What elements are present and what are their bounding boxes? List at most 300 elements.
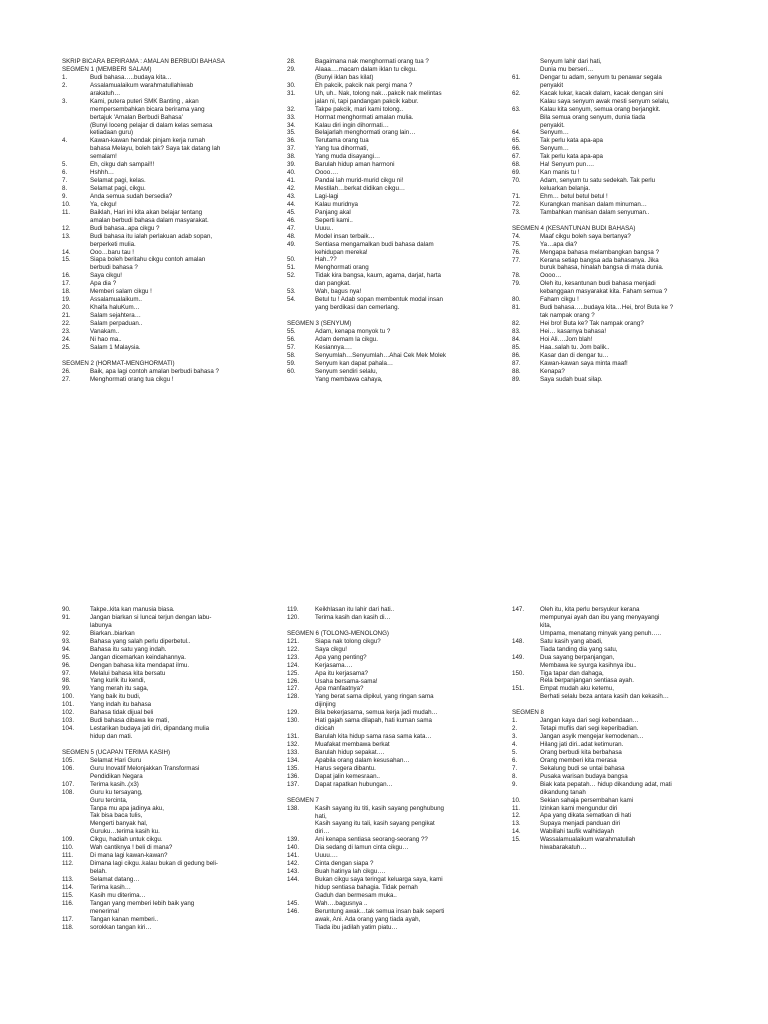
line-text: Wah, bagus nya! [315,288,362,296]
line-text: Bahasa yang salah perlu diperbetul.. [90,637,191,645]
line-text: Orang berbudi kita berbahasa [540,748,622,756]
script-line [62,185,274,193]
line-number: 142. [287,860,300,868]
line-text: Oleh itu, kesantunan budi bahasa menjadi [540,280,656,288]
line-number: 9. [62,192,68,200]
line-number: 37. [287,145,296,153]
line-text: Tangan yang memberi lebih baik yang [90,899,195,907]
line-text: Keikhlasan itu lahir dari hati.. [315,606,395,613]
script-line [287,908,499,916]
line-number: 7. [512,764,518,772]
line-text: Tak perlu kata apa-apa [540,153,603,161]
line-text: Assalamualaikum.. [90,296,142,304]
line-text: Membawa ke syurga kasihnya ibu.. [540,661,637,669]
script-line [512,161,724,169]
line-text: kita, [540,621,552,629]
line-number: 68. [512,161,521,169]
script-line [287,701,499,709]
script-line [62,924,274,932]
line-number: 33. [287,113,296,121]
script-line [287,662,499,670]
line-text: Tak bisa baca tulis, [90,812,143,820]
line-number: 141. [287,852,300,860]
line-number: 122. [287,645,300,653]
line-text: Guru Inovatif Melonjakkan Transformasi [90,764,200,772]
line-number: 67. [512,153,521,161]
script-line [287,161,499,169]
line-number: 130. [287,717,300,725]
script-line [512,820,724,828]
line-text: Kalau diri ingin dihormati… [315,121,389,129]
line-number: 7. [62,177,68,185]
line-number: 136. [287,772,300,780]
line-number: 65. [512,137,521,145]
line-text: tak nampak orang ? [540,312,595,320]
line-number: 3. [512,733,518,741]
script-line [512,344,724,352]
script-line [512,145,724,153]
script-line [62,693,274,701]
line-text: Jangan asyik mengejar kemodenan… [540,733,644,741]
line-number: 17. [62,280,71,288]
line-text: Selamat pagi, kelas. [90,177,146,185]
line-number: 111. [62,852,74,860]
line-text: Terima kasih dan kasih di… [315,613,391,621]
line-number: 83. [512,327,521,335]
line-text: Jangan biarkan si luncai terjun dengan labu- [90,613,212,621]
line-text: Bahasa tidak dijual beli [90,709,154,717]
line-number: 135. [287,764,300,772]
line-text: Apa yang dikata sematkan di hati [540,812,632,820]
line-number: 124. [287,661,300,669]
line-text: Apabila orang dalam kesusahan… [315,756,410,764]
line-number: 27. [62,375,71,383]
line-number: 116. [62,899,74,907]
line-number: 79. [512,280,521,288]
script-line [287,129,499,137]
script-line [512,828,724,836]
line-text: Jangan kaya dari segi kebendaan… [540,717,639,725]
script-line [287,288,499,296]
line-number: 118. [62,923,74,931]
script-line [287,90,499,98]
line-text: awak, Ani. Ada orang yang tiada ayah, [315,915,421,923]
line-text: Wassalamualaikum warahmatullah [540,836,636,844]
line-text: Bahasa itu satu yang indah. [90,645,167,653]
script-line [287,709,499,717]
script-line [287,876,499,884]
line-number: 55. [287,327,296,335]
line-number: 47. [287,224,296,232]
line-text: Budi bahasa…..budaya kita…Hei, bro! Buta ke ? [540,304,674,312]
line-text: Saya cikgu! [90,272,122,280]
script-line [512,797,724,805]
line-text: Satu kasih yang abadi, [540,637,603,645]
script-line [62,614,274,622]
line-text: Kacak lukar, kacak dalam, kacak dengan sini [540,89,664,97]
section-spacer [287,312,499,320]
script-line [287,900,499,908]
script-line [287,145,499,153]
script-line [287,693,499,701]
line-text: hati, [315,812,327,820]
script-line [512,789,724,797]
line-number: 140. [287,844,300,852]
line-number: 86. [512,351,521,359]
script-line [287,106,499,114]
line-text: dijinjing [315,701,336,709]
script-line [287,638,499,646]
line-text: Ani kenapa sentiasa seorang-seorang ?? [315,836,428,844]
line-text: Uuuu…. [315,852,338,860]
line-number: 18. [62,288,71,296]
line-text: Adam, senyum tu satu sedekah. Tak perlu [540,177,656,185]
line-text: Bagaimana nak menghormati orang tua ? [315,58,429,65]
line-text: Eh, cikgu dah sampai!!! [90,161,155,169]
script-line [512,122,724,130]
script-line [62,376,274,384]
line-number: 48. [287,232,296,240]
line-text: berperketi mulia. [90,240,136,248]
line-number: 1. [62,73,68,81]
line-text: ketiadaan guru) [90,129,133,137]
line-text: Takpe pakcik, mari kami tolong.. [315,105,404,113]
script-line [512,765,724,773]
line-number: 12. [512,812,521,820]
line-number: 143. [287,868,300,876]
section-spacer [287,622,499,630]
line-number: 81. [512,304,521,312]
line-number: 11. [62,208,71,216]
line-text: diri… [315,828,330,836]
script-line [512,741,724,749]
script-line [62,844,274,852]
script-line [287,153,499,161]
line-text: Salam perpaduan.. [90,319,143,327]
script-line [512,376,724,384]
line-number: 125. [287,669,300,677]
line-number: 16. [62,272,71,280]
line-text: Apa dia ? [90,280,117,288]
line-text: hiwabarakatuh… [540,844,587,852]
script-line [512,201,724,209]
line-number: 91. [62,613,71,621]
script-line [287,773,499,781]
script-line [287,828,499,836]
line-text: Yang tua dihormati, [315,145,369,153]
line-text: Kurangkan manisan dalam minuman… [540,200,647,208]
line-number: 11. [512,804,521,812]
page2-column-1 [62,606,274,932]
line-number: 132. [287,741,300,748]
line-text: Cikgu, hadiah untuk cikgu. [90,836,163,844]
line-text: Budi bahasa..apa cikgu ? [90,224,160,232]
line-text: Seperti kami.. [315,216,353,224]
line-text: Yang indah itu bahasa [90,701,152,709]
line-number: 38. [287,153,296,161]
line-text: Maaf cikgu boleh saya bertanya? [540,232,631,240]
script-line [512,114,724,122]
script-line [287,296,499,304]
line-number: 106. [62,764,75,772]
line-text: Saya sudah buat silap. [540,375,603,383]
line-text: Tiada ibu jadilah yatim piatu… [315,923,398,931]
script-line [287,376,499,384]
script-line [62,884,274,892]
section-spacer [512,217,724,225]
line-text: Kenapa? [540,367,565,375]
script-line [287,82,499,90]
script-line [287,781,499,789]
line-text: Hormat menghormati amalan mulia. [315,113,414,121]
line-text: Hei bro! Buta ke? Tak nampak orang? [540,320,644,327]
script-line [62,320,274,328]
script-line [287,868,499,876]
line-text: berbudi bahasa ? [90,264,138,272]
script-line [62,717,274,725]
section-heading: SEGMEN 4 (KESANTUNAN BUDI BAHASA) [512,224,636,232]
script-line [287,169,499,177]
line-text: Kalau saya senyum awak mesti senyum selalu, [540,97,670,105]
script-line [512,773,724,781]
line-text: Memberi salam cikgu ! [90,288,152,296]
line-number: 15. [512,836,521,844]
script-line [62,169,274,177]
line-number: 128. [287,693,300,701]
line-text: Tidak kira bangsa, kaum, agama, darjat, harta [315,272,441,280]
line-text: Umpama, menatang minyak yang penuh….. [540,629,662,637]
page1-column-3 [512,58,724,384]
line-number: 62. [512,89,521,97]
line-text: Kasih sayang itu tali, kasih sayang pengikat [315,820,435,828]
script-line [512,368,724,376]
script-line [287,670,499,678]
line-text: Dapat rapatkan hubungan… [315,780,393,788]
line-number: 100. [62,693,75,701]
line-text: hidup dan mati. [90,733,133,740]
script-line [512,320,724,328]
line-text: Pendidikan Negara [90,772,143,780]
line-text: Takpe..kita kan manusia biasa. [90,606,175,613]
line-text: Sekian sahaja persembahan kami [540,796,634,804]
line-text: Muafakat membawa berkat [315,741,390,748]
script-line [62,868,274,876]
line-number: 95. [62,653,71,661]
line-number: 10. [62,200,71,208]
line-number: 60. [287,367,296,375]
script-line [287,304,499,312]
script-line [512,272,724,280]
line-text: Hah..?? [315,256,337,264]
document-page-2 [0,512,768,1024]
line-number: 113. [62,875,74,883]
script-line [62,908,274,916]
script-line [287,725,499,733]
line-text: Uuuu.. [315,224,334,232]
line-text: Selamat Hari Guru [90,756,142,764]
script-line [512,836,724,844]
line-text: Selamat pagi, cikgu. [90,185,146,192]
line-text: Tiga tapar dan dahaga, [540,669,604,677]
script-line [287,685,499,693]
script-line [287,765,499,773]
script-line [512,360,724,368]
line-number: 30. [287,81,296,89]
line-text: labunya [90,621,112,629]
script-line [62,630,274,638]
script-line [62,161,274,169]
line-text: Barulah hidup aman harmoni [315,161,395,169]
line-number: 1. [512,717,518,725]
line-text: Budi bahasa…..budaya kita… [90,73,172,81]
line-text: Terutama orang tua [315,137,369,145]
line-text: Baiklah, Hari ini kita akan belajar tentang [90,208,203,216]
line-number: 61. [512,73,521,81]
section-heading: SEGMEN 6 (TOLONG-MENOLONG) [287,629,389,637]
line-text: yang berdikasi dan cemerlang. [315,304,400,312]
line-text: kebanggaan masyarakat kita. Faham semua ? [540,288,668,296]
line-number: 150. [512,669,525,677]
line-text: Yang berat sama dipikul, yang ringan sama [315,693,434,701]
script-line [62,662,274,670]
line-text: dan pangkat. [315,280,351,288]
page2-column-3 [512,606,724,852]
line-text: Ya…apa dia? [540,240,578,248]
line-text: Jangan dicemarkan keindahannya. [90,653,186,661]
line-text: Kasih mu diterima… [90,891,146,899]
script-line [287,193,499,201]
line-text: semalam! [90,153,117,161]
line-text: Baik, apa lagi contoh amalan berbudi bahasa ? [90,367,219,375]
script-line [287,733,499,741]
script-line [62,725,274,733]
section-spacer [62,741,274,749]
script-line [62,820,274,828]
line-text: penyakit. [540,121,565,129]
line-number: 13. [512,820,521,828]
line-text: Kan manis tu ! [540,169,580,177]
script-line [287,368,499,376]
script-line [62,876,274,884]
line-text: Barulah kita hidup sama rasa sama kata… [315,733,432,741]
script-line [287,654,499,662]
script-line [62,145,274,153]
line-number: 126. [287,677,300,685]
line-text: Budi bahasa dibawa ke mati, [90,717,170,725]
line-number: 63. [512,105,521,113]
line-text: mempersembahkan bicara berirama yang [90,105,205,113]
line-text: Ooo…baru tau ! [90,248,135,256]
line-text: Berhati selalu beza antara kasih dan kekasih… [540,693,669,701]
script-line [512,280,724,288]
line-text: Orang memberi kita merasa [540,756,617,764]
line-text: Hei… kasarnya bahasa! [540,327,607,335]
script-line [287,678,499,686]
line-text: Budi bahasa itu ialah perlakuan adab sopan, [90,232,213,240]
script-line [62,106,274,114]
line-text: Kasar dan di dengar tu… [540,351,609,359]
script-line [62,646,274,654]
line-text: Bukan cikgu saya teringat keluarga saya, kami [315,876,443,883]
line-text: Selamat datang… [90,875,140,883]
section-heading: SEGMEN 2 (HORMAT-MENGHORMATI) [62,359,175,367]
line-text: Menghormati orang [315,264,369,272]
line-number: 107. [62,780,75,788]
line-text: Kalau kita senyum, semua orang berjangkit. [540,105,661,113]
line-number: 84. [512,335,521,343]
script-line [512,336,724,344]
line-number: 105. [62,756,75,764]
line-text: bahasa Melayu, boleh tak? Saya tak datang lah [90,145,221,153]
line-text: Oleh itu, kita perlu bersyukur kerana [540,606,640,613]
line-text: Tak perlu kata apa-apa [540,137,603,145]
script-line [62,336,274,344]
line-number: 145. [287,899,300,907]
line-text: Barulah hidup sepakat…. [315,748,385,756]
line-text: Tiada tanding dia yang satu, [540,645,618,653]
line-text: Senyum… [540,129,569,137]
script-line [62,98,274,106]
line-number: 73. [512,208,521,216]
line-number: 49. [287,240,296,248]
script-line [287,272,499,280]
script-line [512,717,724,725]
script-line [512,749,724,757]
line-number: 88. [512,367,521,375]
line-text: buruk bahasa, hinalah bangsa di mata dunia. [540,264,664,272]
line-text: Dapat jalin kemesraan.. [315,772,381,780]
line-text: bertajuk 'Amalan Berbudi Bahasa' [90,113,183,121]
line-text: Gaduh dan bermesam muka.. [315,891,397,899]
script-line [512,249,724,257]
line-number: 70. [512,177,521,185]
script-line [62,217,274,225]
script-line [287,805,499,813]
script-line [62,805,274,813]
script-line [512,177,724,185]
line-number: 41. [287,177,296,185]
line-text: Yang membawa cahaya, [315,375,383,383]
line-text: Senyum kan dapat pahala… [315,359,394,367]
script-line [512,185,724,193]
script-line [512,725,724,733]
line-text: Adam demam la cikgu. [315,335,378,343]
line-text: Anda semua sudah bersedia? [90,192,173,200]
script-line [62,264,274,272]
line-text: Saya cikgu! [315,645,347,653]
script-line [62,765,274,773]
line-number: 120. [287,613,300,621]
line-number: 44. [287,200,296,208]
line-number: 94. [62,645,71,653]
script-line [512,606,724,614]
line-text: Biarkan..biarkan [90,629,135,637]
line-number: 119. [287,606,299,613]
line-number: 3. [62,97,68,105]
line-text: Kesiannya…. [315,343,352,351]
section-spacer [512,701,724,709]
line-number: 6. [62,169,68,177]
line-number: 4. [512,741,518,748]
line-number: 42. [287,185,296,192]
line-number: 26. [62,367,71,375]
line-number: 69. [512,169,521,177]
script-line [62,129,274,137]
page2-column-2 [287,606,499,932]
line-text: kehidupan mereka! [315,248,368,256]
script-line [287,249,499,257]
line-text: Biak kata pepatah… hidup dikandung adat, mati [540,780,672,788]
